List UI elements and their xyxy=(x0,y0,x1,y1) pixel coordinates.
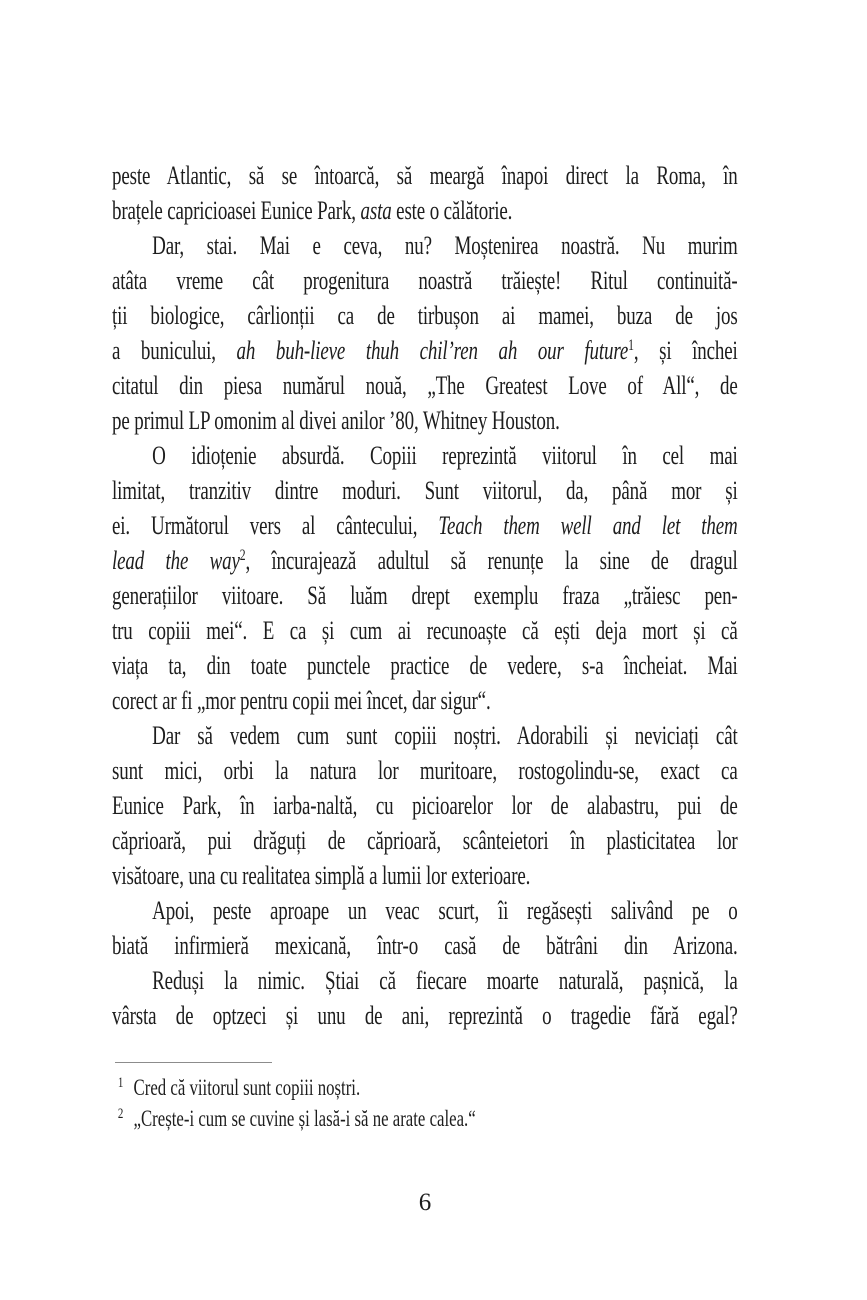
text-segment: Dar să vedem cum sunt copiii noștri. Adorabili și neviciați cât xyxy=(152,721,738,750)
paragraph xyxy=(112,893,738,963)
text-line xyxy=(112,893,738,928)
text-line xyxy=(112,543,738,578)
text-segment: biată infirmieră mexicană, într-o casă de bătrâni din Arizona. xyxy=(112,931,738,960)
text-segment: căprioară, pui drăguți de căprioară, scânteietori în plasticitatea lor xyxy=(112,826,738,855)
text-line xyxy=(112,683,738,718)
text-line xyxy=(112,228,738,263)
text-line xyxy=(112,753,738,788)
text-segment: limitat, tranzitiv dintre moduri. Sunt viitorul, da, până mor și xyxy=(112,476,738,505)
text-segment: visătoare, una cu realitatea simplă a lumii lor exterioare. xyxy=(112,861,531,890)
text-line xyxy=(112,438,738,473)
page-number: 6 xyxy=(418,1189,432,1216)
text-line xyxy=(112,298,738,333)
text-line xyxy=(112,998,738,1033)
text-segment: , încurajează adultul să renunțe la sine de dragul xyxy=(245,546,738,575)
footnote-reference: 1 xyxy=(628,337,634,354)
text-line xyxy=(112,333,738,368)
paragraph xyxy=(112,228,738,438)
text-segment: lead the way xyxy=(112,546,240,575)
text-segment: vârsta de optzeci și unu de ani, reprezintă o tragedie fără egal? xyxy=(112,1001,738,1030)
footnote-text: Cred că viitorul sunt copiii noștri. xyxy=(133,1075,361,1100)
text-line xyxy=(112,788,738,823)
text-segment: viața ta, din toate punctele practice de vedere, s-a încheiat. Mai xyxy=(112,651,738,680)
footnote-marker: 2 xyxy=(117,1106,124,1122)
text-segment: sunt mici, orbi la natura lor muritoare, rostogolindu-se, exact ca xyxy=(112,756,738,785)
text-line xyxy=(112,263,738,298)
text-line xyxy=(112,578,738,613)
text-segment: brațele capricioasei Eunice Park, xyxy=(112,196,361,225)
text-segment: ții biologice, cârlionții ca de tirbușon ai mamei, buza de jos xyxy=(112,301,738,330)
footnote-separator xyxy=(115,1062,272,1063)
footnote-marker: 1 xyxy=(117,1075,124,1091)
text-segment: Reduși la nimic. Știai că fiecare moarte naturală, pașnică, la xyxy=(152,966,738,995)
text-line xyxy=(112,473,738,508)
text-segment: Apoi, peste aproape un veac scurt, îi regăsești salivând pe o xyxy=(152,896,738,925)
text-segment: Eunice Park, în iarba-naltă, cu picioarelor lor de alabastru, pui de xyxy=(112,791,738,820)
text-segment: tru copiii mei“. E ca și cum ai recunoaște că ești deja mort și că xyxy=(112,616,738,645)
text-segment: peste Atlantic, să se întoarcă, să meargă înapoi direct la Roma, în xyxy=(112,161,738,190)
footnote xyxy=(112,1103,743,1134)
text-segment: este o călătorie. xyxy=(391,196,513,225)
paragraph xyxy=(112,158,738,228)
text-segment: Dar, stai. Mai e ceva, nu? Moștenirea noastră. Nu murim xyxy=(152,231,738,260)
text-segment: asta xyxy=(360,196,392,225)
text-line xyxy=(112,193,738,228)
text-segment: citatul din piesa numărul nouă, „The Greatest Love of All“, de xyxy=(112,371,738,400)
text-segment: ah buh-lieve thuh chil’ren ah our future xyxy=(236,336,629,365)
text-segment: generațiilor viitoare. Să luăm drept exemplu fraza „trăiesc pen- xyxy=(112,581,738,610)
text-segment: atâta vreme cât progenitura noastră trăiește! Ritul continuită- xyxy=(112,266,738,295)
text-line xyxy=(112,928,738,963)
text-segment: corect ar fi „mor pentru copii mei încet, dar sigur“. xyxy=(112,686,491,715)
text-segment: a bunicului, xyxy=(112,336,237,365)
text-line xyxy=(112,718,738,753)
footnote-text: „Crește-i cum se cuvine și lasă-i să ne arate calea.“ xyxy=(133,1106,476,1131)
footnote xyxy=(112,1072,743,1103)
text-segment: Teach them well and let them xyxy=(438,511,738,540)
body-text xyxy=(112,158,738,1033)
paragraph xyxy=(112,963,738,1033)
text-line xyxy=(112,648,738,683)
text-segment: ei. Următorul vers al cântecului, xyxy=(112,511,439,540)
paragraph xyxy=(112,718,738,893)
text-line xyxy=(112,613,738,648)
text-segment: O idioțenie absurdă. Copiii reprezintă viitorul în cel mai xyxy=(152,441,738,470)
text-line xyxy=(112,823,738,858)
text-line xyxy=(112,508,738,543)
text-segment: pe primul LP omonim al divei anilor ’80, Whitney Houston. xyxy=(112,406,560,435)
footnotes xyxy=(112,1072,738,1134)
text-line xyxy=(112,368,738,403)
text-line xyxy=(112,963,738,998)
text-line xyxy=(112,403,738,438)
text-segment: , și închei xyxy=(633,336,738,365)
text-line xyxy=(112,858,738,893)
text-line xyxy=(112,158,738,193)
footnote-reference: 2 xyxy=(239,547,246,564)
paragraph xyxy=(112,438,738,718)
